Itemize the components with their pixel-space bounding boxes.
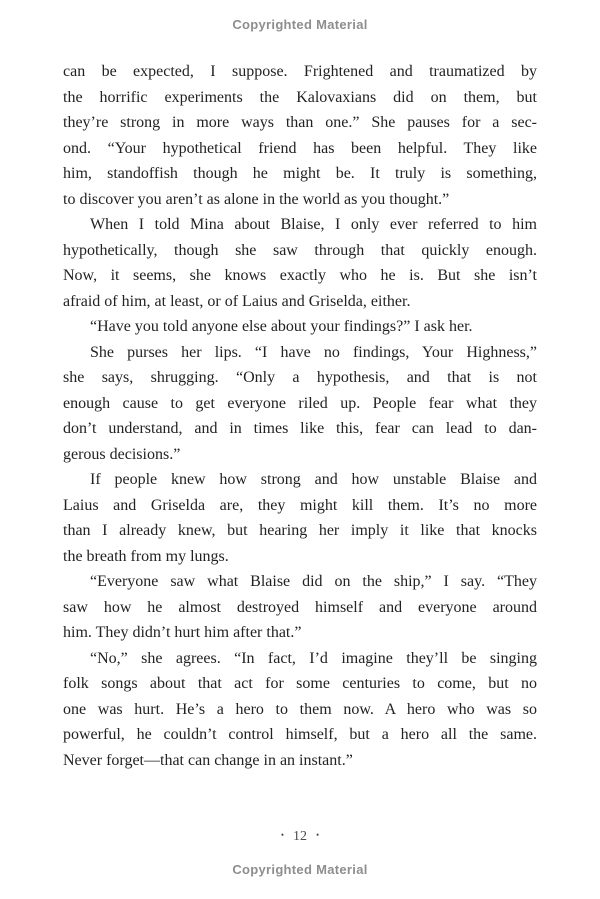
text-line: don’t understand, and in times like this, fear can lead to dan- [63,420,537,437]
text-line: enough cause to get everyone riled up. People fear what they [63,394,537,412]
paragraph [63,467,537,569]
text-line: she says, shrugging. “Only a hypothesis, and that is not [63,369,537,386]
text-line: the horrific experiments the Kalovaxians did on them, but [63,88,537,106]
text-line: “Have you told anyone else about your findings?” I ask her. [90,318,473,335]
page-number-value: 12 [293,829,307,844]
text-line: him, standoffish though he might be. It truly is something, [63,165,537,182]
text-line: saw how he almost destroyed himself and everyone around [63,598,537,616]
text-line: Laius and Griselda are, they might kill them. It’s no more [63,496,537,514]
paragraph [63,212,537,314]
text-line: “No,” she agrees. “In fact, I’d imagine they’ll be singing [90,649,537,667]
text-line: “Everyone saw what Blaise did on the ship,” I say. “They [90,573,537,590]
page-number-dot-right: • [316,830,320,840]
page-number [0,829,600,845]
text-line: than I already knew, but hearing her imply it like that knocks [63,522,537,539]
text-line: they’re strong in more ways than one.” She pauses for a sec- [63,114,537,131]
text-line: the breath from my lungs. [63,547,229,565]
text-line: powerful, he couldn’t control himself, but a hero all the same. [63,726,537,743]
text-line: ond. “Your hypothetical friend has been helpful. They like [63,139,537,157]
text-line: afraid of him, at least, or of Laius and Griselda, either. [63,292,411,310]
paragraph [63,340,537,468]
text-line: one was hurt. He’s a hero to them now. A hero who was so [63,700,537,718]
text-line: gerous decisions.” [63,445,181,463]
text-line: to discover you aren’t as alone in the world as you thought.” [63,190,450,208]
text-line: Now, it seems, she knows exactly who he is. But she isn’t [63,267,537,284]
text-line: can be expected, I suppose. Frightened and traumatized by [63,63,537,80]
page-number-dot-left: • [280,830,284,840]
text-line: When I told Mina about Blaise, I only ever referred to him [90,216,537,233]
text-line: hypothetically, though she saw through that quickly enough. [63,241,537,259]
paragraph [63,314,537,340]
copyright-notice-bottom: Copyrighted Material [232,862,368,877]
paragraph [63,646,537,774]
paragraph [63,59,537,212]
page-text [63,59,537,773]
copyright-notice-top: Copyrighted Material [232,17,368,32]
paragraph [63,569,537,646]
text-line: Never forget—that can change in an instant.” [63,751,353,769]
text-line: him. They didn’t hurt him after that.” [63,624,302,641]
text-line: If people knew how strong and how unstable Blaise and [90,471,537,488]
text-line: She purses her lips. “I have no findings, Your Highness,” [90,343,537,361]
text-line: folk songs about that act for some centuries to come, but no [63,675,537,692]
